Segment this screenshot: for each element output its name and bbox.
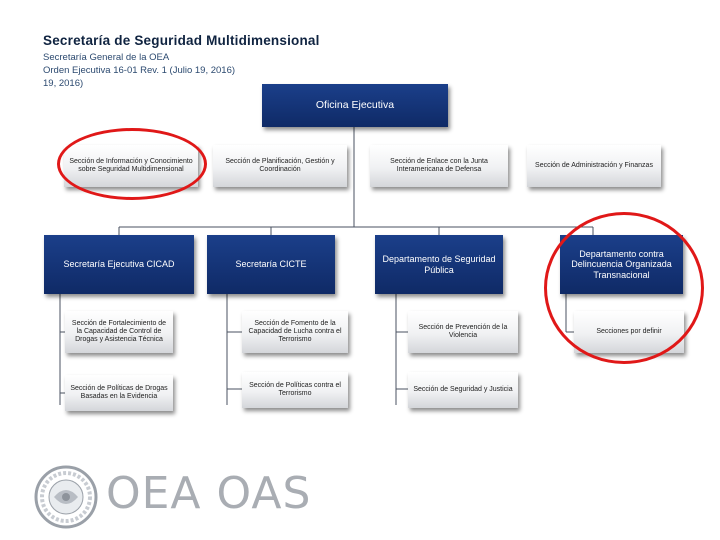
highlight-ellipse-delincuencia-organizada <box>544 212 704 364</box>
subtitle-line-1: Secretaría General de la OEA <box>43 52 170 63</box>
section-box-administracion: Sección de Administración y Finanzas <box>527 145 661 187</box>
oas-emblem-icon <box>34 465 98 529</box>
section-box-enlace-jid: Sección de Enlace con la Junta Interamericana de Defensa <box>370 145 508 187</box>
subtitle-line-3: 19, 2016) <box>43 78 84 89</box>
subsection-box-cicte-1: Sección de Fomento de la Capacidad de Lucha contra el Terrorismo <box>242 311 348 353</box>
department-box-seguridad-publica: Departamento de Seguridad Pública <box>375 235 503 294</box>
subtitle-line-2: Orden Ejecutiva 16-01 Rev. 1 (Julio 19, 2016) <box>43 65 236 76</box>
oficina-ejecutiva-box: Oficina Ejecutiva <box>262 84 448 127</box>
subsection-box-dsp-1: Sección de Prevención de la Violencia <box>408 311 518 353</box>
subsection-box-cicte-2: Sección de Políticas contra el Terrorismo <box>242 372 348 408</box>
section-box-informacion: Sección de Información y Conocimiento sobre Seguridad Multidimensional <box>64 145 198 187</box>
department-box-cicad: Secretaría Ejecutiva CICAD <box>44 235 194 294</box>
department-box-cicte: Secretaría CICTE <box>207 235 335 294</box>
subsection-box-cicad-1: Sección de Fortalecimiento de la Capacidad de Control de Drogas y Asistencia Técnica <box>65 311 173 353</box>
subsection-box-cicad-2: Sección de Políticas de Drogas Basadas en la Evidencia <box>65 375 173 411</box>
oea-oas-logo-text: OEA OAS <box>106 468 312 519</box>
subsection-box-dsp-2: Sección de Seguridad y Justicia <box>408 372 518 408</box>
page-title: Secretaría de Seguridad Multidimensional <box>43 33 320 48</box>
section-box-planificacion: Sección de Planificación, Gestión y Coordinación <box>213 145 347 187</box>
department-box-delincuencia-organizada: Departamento contra Delincuencia Organizada Transnacional <box>560 235 683 294</box>
highlight-ellipse-informacion <box>57 128 207 200</box>
subsection-box-ddot-1: Secciones por definir <box>574 311 684 353</box>
